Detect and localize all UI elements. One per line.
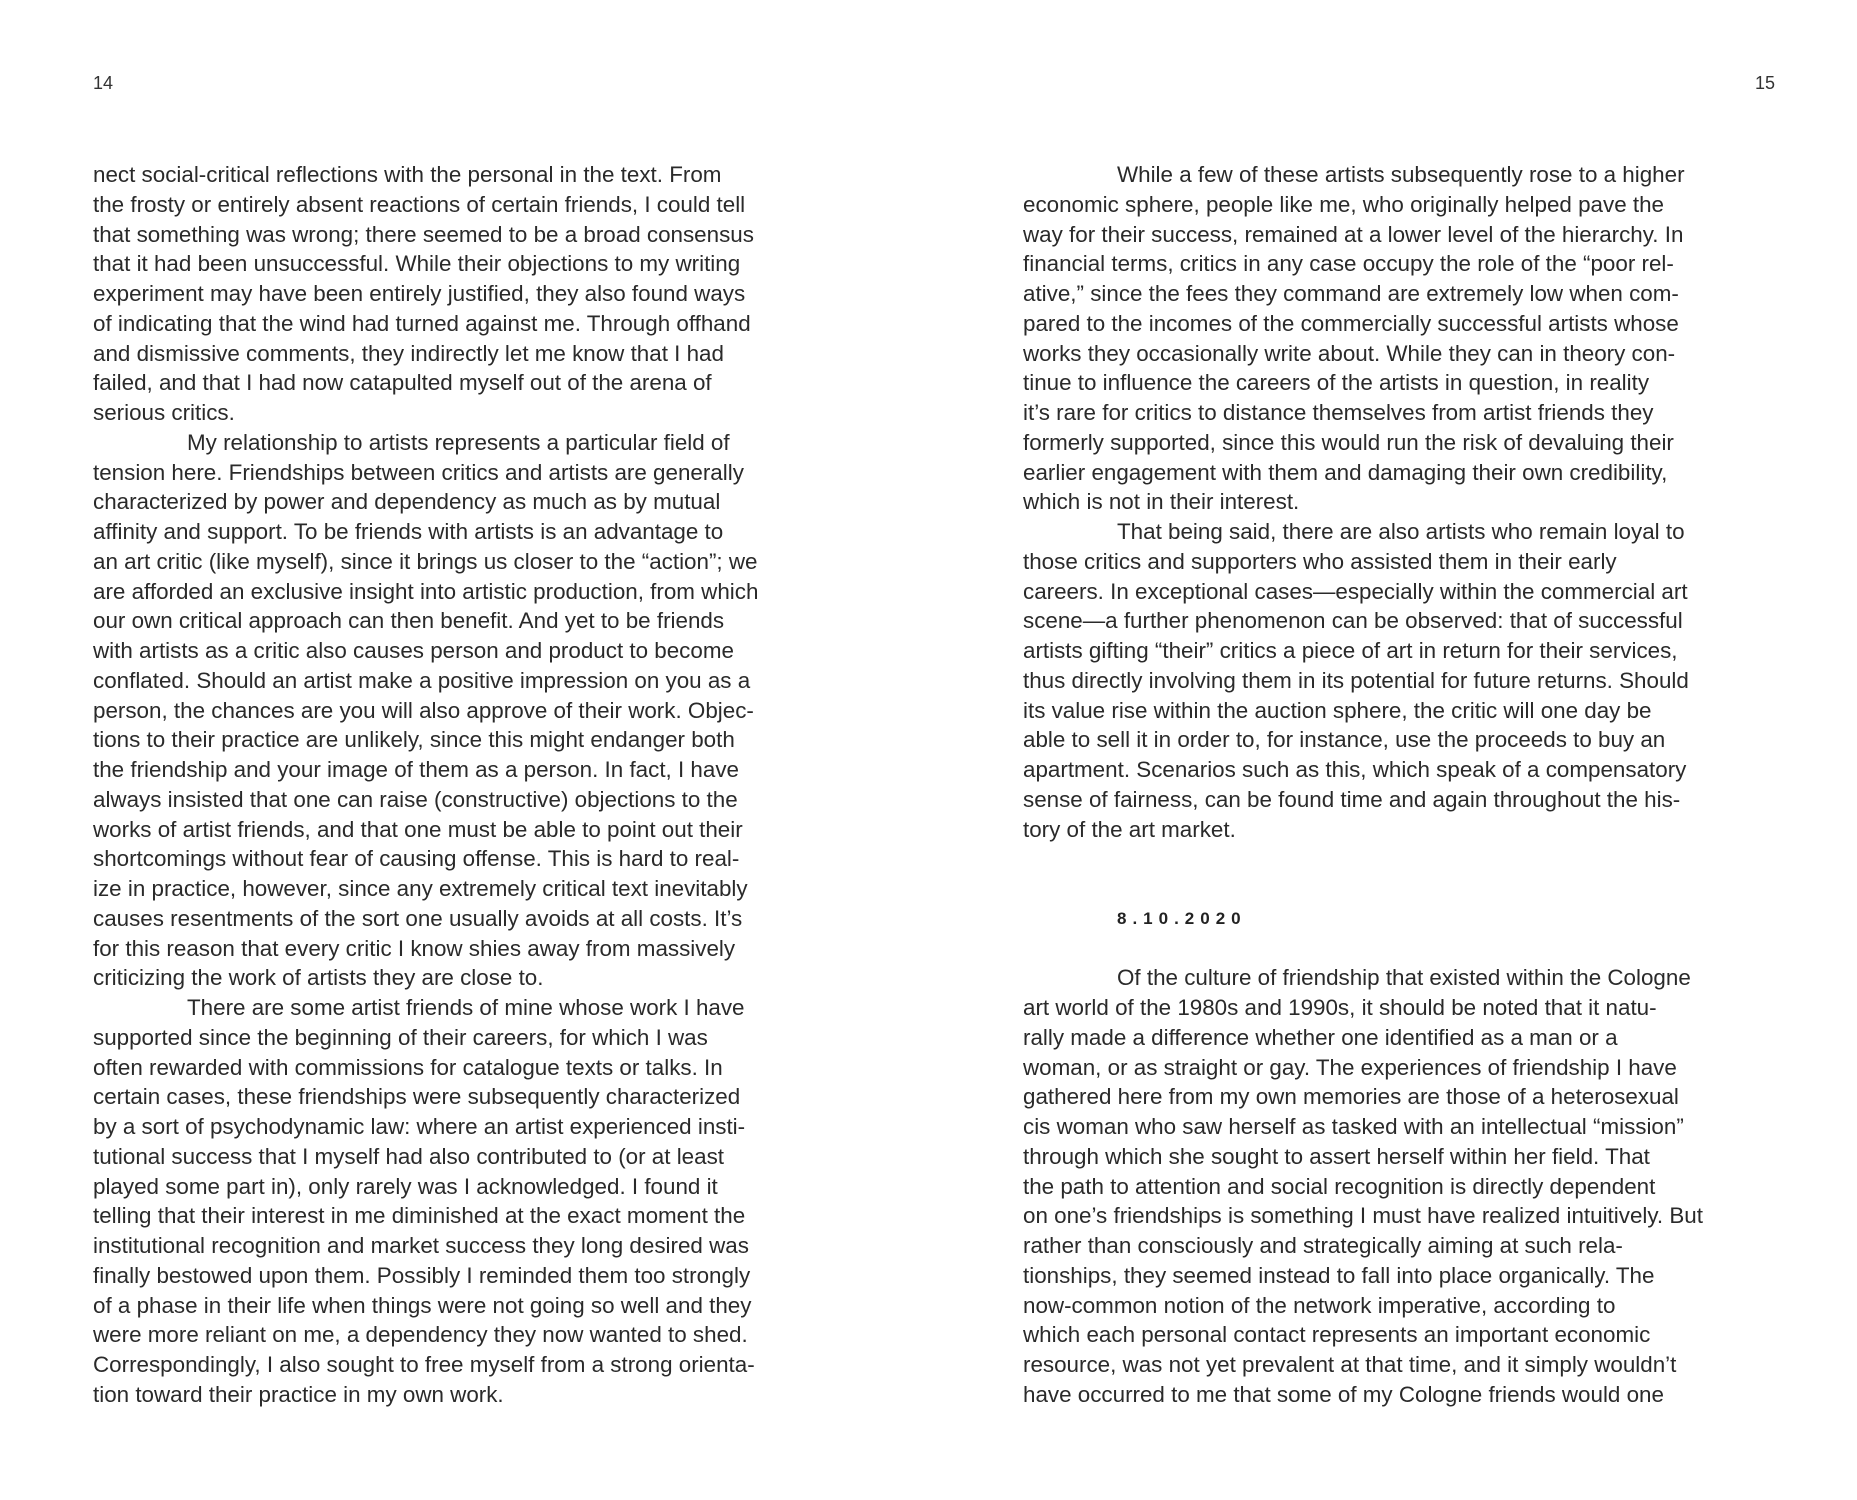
text-line: causes resentments of the sort one usually avoids at all costs. It’s [93,905,743,931]
text-line: thus directly involving them in its potential for future returns. Should [1023,667,1689,693]
text-line: tutional success that I myself had also contributed to (or at least [93,1143,724,1169]
text-line: institutional recognition and market success they long desired was [93,1233,749,1258]
text-line: failed, and that I had now catapulted myself out of the arena of [93,370,712,396]
paragraph-start-line: There are some artist friends of mine whose work I have [187,995,745,1020]
text-line: through which she sought to assert herself within her field. That [1023,1143,1650,1169]
text-line: tion toward their practice in my own work. [93,1381,504,1407]
text-line: conflated. Should an artist make a positive impression on you as a [93,667,751,693]
text-line: art world of the 1980s and 1990s, it should be noted that it natu- [1023,995,1657,1021]
text-line: formerly supported, since this would run the risk of devaluing their [1023,429,1674,455]
text-line: shortcomings without fear of causing offense. This is hard to real- [93,846,740,872]
text-line: nect social-critical reflections with the personal in the text. From [93,162,722,187]
text-line: the friendship and your image of them as a person. In fact, I have [93,757,739,782]
section-date-heading: 8.10.2020 [1117,908,1247,928]
text-line: able to sell it in order to, for instance, use the proceeds to buy an [1023,727,1666,753]
text-line: and dismissive comments, they indirectly let me know that I had [93,340,724,366]
text-line: financial terms, critics in any case occupy the role of the “poor rel- [1023,251,1674,277]
right-page [929,0,1857,1500]
text-line: certain cases, these friendships were subsequently characterized [93,1084,741,1110]
text-line: now-common notion of the network imperative, according to [1023,1292,1616,1318]
text-line: resource, was not yet prevalent at that time, and it simply wouldn’t [1023,1352,1677,1378]
page-number-right: 15 [1754,73,1775,93]
text-line: on one’s friendships is something I must have realized intuitively. But [1023,1203,1703,1229]
text-line: for this reason that every critic I know shies away from massively [93,935,736,961]
left-page [0,0,928,1500]
paragraph-start-line: Of the culture of friendship that existed within the Cologne [1117,965,1691,991]
text-line: the frosty or entirely absent reactions of certain friends, I could tell [93,191,746,217]
paragraph-start-line: That being said, there are also artists who remain loyal to [1117,519,1685,544]
text-line: those critics and supporters who assisted them in their early [1023,548,1617,574]
text-line: supported since the beginning of their careers, for which I was [93,1024,708,1050]
text-line: sense of fairness, can be found time and again throughout the his- [1023,786,1681,812]
text-line: often rewarded with commissions for catalogue texts or talks. In [93,1054,723,1080]
left-text-column [93,160,853,1410]
text-line: finally bestowed upon them. Possibly I reminded them too strongly [93,1262,751,1288]
text-line: which each personal contact represents an important economic [1023,1322,1651,1348]
paragraph-start-line: While a few of these artists subsequently rose to a higher [1117,162,1685,187]
page-number-left: 14 [93,73,114,93]
text-line: ative,” since the fees they command are extremely low when com- [1023,281,1679,306]
text-line: of a phase in their life when things were not going so well and they [93,1292,752,1318]
text-line: the path to attention and social recognition is directly dependent [1023,1173,1656,1199]
text-line: tension here. Friendships between critics and artists are generally [93,459,744,485]
text-line: affinity and support. To be friends with artists is an advantage to [93,519,724,544]
text-line: earlier engagement with them and damaging their own credibility, [1023,459,1668,485]
text-line: have occurred to me that some of my Cologne friends would one [1023,1381,1664,1407]
text-line: gathered here from my own memories are those of a heterosexual [1023,1084,1679,1110]
text-line: tionships, they seemed instead to fall into place organically. The [1023,1262,1655,1288]
text-line: rally made a difference whether one identified as a man or a [1023,1024,1618,1050]
text-line: tinue to influence the careers of the artists in question, in reality [1023,370,1650,396]
text-line: works they occasionally write about. While they can in theory con- [1023,340,1676,366]
text-line: tory of the art market. [1023,816,1236,842]
text-line: always insisted that one can raise (constructive) objections to the [93,786,738,812]
right-text-column [1023,160,1783,1410]
text-line: telling that their interest in me diminished at the exact moment the [93,1203,746,1229]
paragraph-start-line: My relationship to artists represents a particular field of [187,429,730,455]
text-line: careers. In exceptional cases—especially within the commercial art [1023,578,1688,604]
text-line: our own critical approach can then benefit. And yet to be friends [93,608,725,634]
text-line: that it had been unsuccessful. While their objections to my writing [93,251,741,277]
text-line: apartment. Scenarios such as this, which speak of a compensatory [1023,757,1687,782]
text-line: Correspondingly, I also sought to free myself from a strong orienta- [93,1352,755,1377]
text-line: played some part in), only rarely was I acknowledged. I found it [93,1173,718,1199]
text-line: of indicating that the wind had turned against me. Through offhand [93,310,751,336]
text-line: economic sphere, people like me, who originally helped pave the [1023,191,1665,217]
text-line: pared to the incomes of the commercially successful artists whose [1023,310,1679,336]
text-line: which is not in their interest. [1023,489,1300,515]
text-line: way for their success, remained at a lower level of the hierarchy. In [1023,221,1684,247]
text-line: person, the chances are you will also approve of their work. Objec- [93,697,754,723]
text-line: that something was wrong; there seemed to be a broad consensus [93,221,754,247]
text-line: serious critics. [93,400,235,425]
text-line: it’s rare for critics to distance themselves from artist friends they [1023,400,1654,425]
text-line: works of artist friends, and that one must be able to point out their [93,816,743,842]
text-line: with artists as a critic also causes person and product to become [93,638,734,663]
text-line: rather than consciously and strategically aiming at such rela- [1023,1233,1623,1259]
text-line: by a sort of psychodynamic law: where an artist experienced insti- [93,1114,746,1139]
text-line: artists gifting “their” critics a piece of art in return for their services, [1023,638,1678,663]
text-line: were more reliant on me, a dependency they now wanted to shed. [93,1322,748,1348]
text-line: cis woman who saw herself as tasked with an intellectual “mission” [1023,1114,1684,1140]
text-line: ize in practice, however, since any extremely critical text inevitably [93,876,748,901]
text-line: characterized by power and dependency as much as by mutual [93,489,721,515]
text-line: tions to their practice are unlikely, since this might endanger both [93,727,735,753]
text-line: scene—a further phenomenon can be observed: that of successful [1023,608,1683,634]
text-line: criticizing the work of artists they are close to. [93,965,544,991]
text-line: woman, or as straight or gay. The experiences of friendship I have [1023,1054,1677,1080]
text-line: are afforded an exclusive insight into artistic production, from which [93,578,759,604]
text-line: experiment may have been entirely justified, they also found ways [93,281,746,306]
text-line: its value rise within the auction sphere, the critic will one day be [1023,697,1652,723]
text-line: an art critic (like myself), since it brings us closer to the “action”; we [93,548,758,574]
